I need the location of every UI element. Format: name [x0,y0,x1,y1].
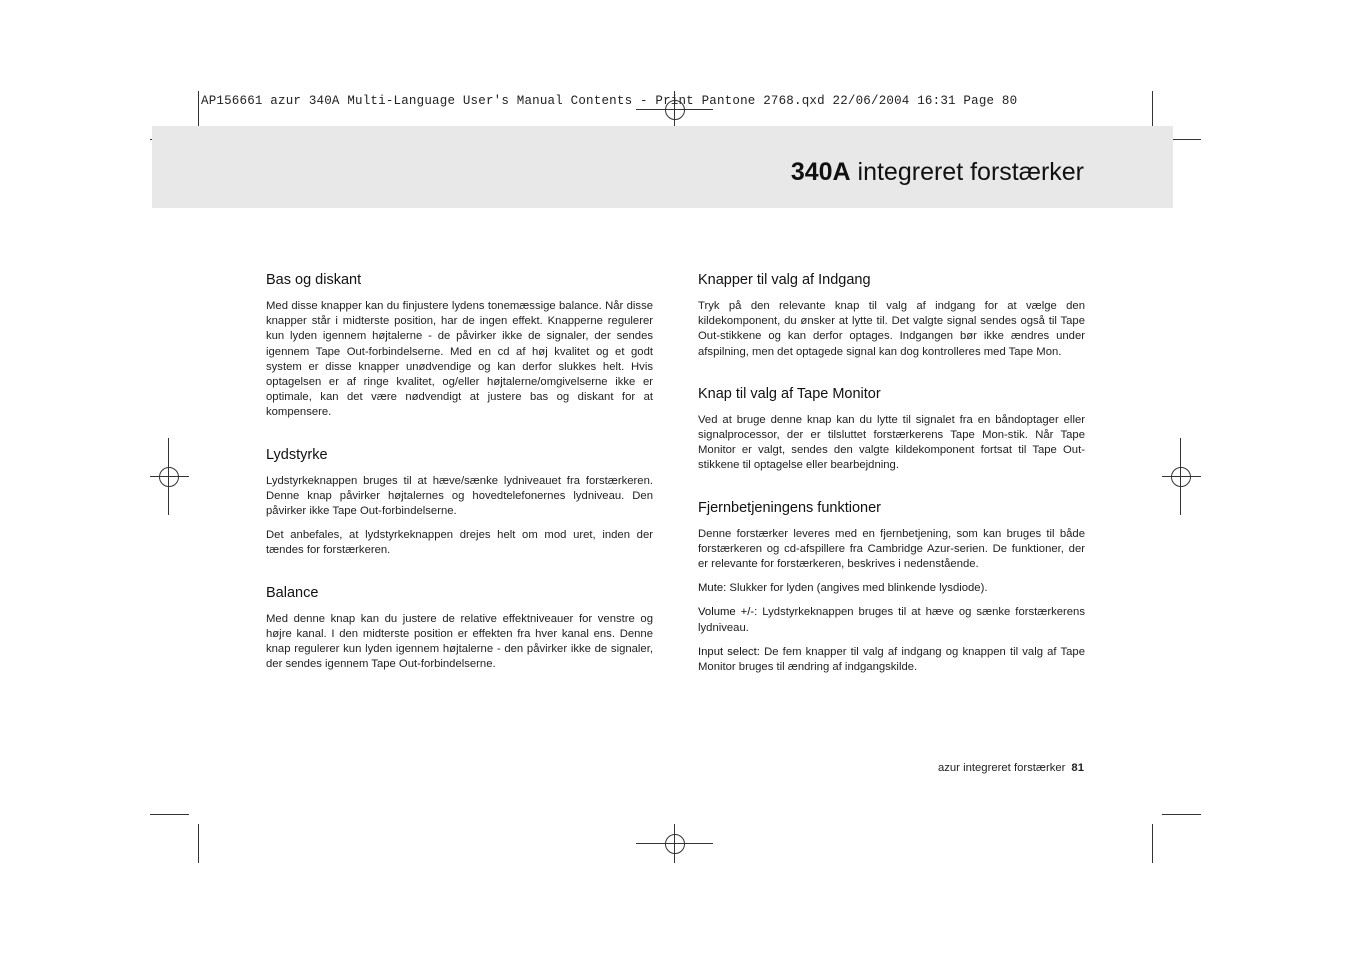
print-slug: AP156661 azur 340A Multi-Language User's Manual Contents - Print Pantone 2768.qxd 22/06/2004 16:31 Page 80 [201,94,1018,108]
paragraph: Lydstyrkeknappen bruges til at hæve/sænke lydniveauet fra forstærkeren. Denne knap påvirker højtalernes og hovedtelefonernes lydniveau. Den påvirker ikke Tape Out-forbindelserne. [266,474,653,518]
paragraph: Denne forstærker leveres med en fjernbetjening, som kan bruges til både forstærkeren og cd-afspillere fra Cambridge Azur-serien. De funktioner, der er relevante for forstærkeren, beskrives i nedenstående. [698,527,1085,571]
mute-item [698,581,1085,596]
page-title [791,158,1084,187]
right-column [698,272,1085,701]
volume-text: Lydstyrkeknappen bruges til at hæve og sænke forstærkerens lydniveau. [698,606,1085,634]
mute-term: Mute: [698,582,727,595]
paragraph: Ved at bruge denne knap kan du lytte til signalet fra en båndoptager eller signalprocessor, der er tilsluttet forstærkerens Tape Mon-stik. Når Tape Monitor er valgt, sendes den valgte kildekomponent fortsat til Tape Out-stikkene til optagelse eller bearbejdning. [698,413,1085,472]
section-lydstyrke [266,447,653,559]
paragraph: Tryk på den relevante knap til valg af indgang for at vælge den kildekomponent, du ønsker at lytte til. Det valgte signal sendes også til Tape Out-stikkene og kan derfor optages. Indgangen bør ikke ændres under afspilning, men det optagede signal kan dog kontrolleres med Tape Mon. [698,300,1085,358]
crop-mark [1152,824,1153,863]
mute-text: Slukker for lyden (angives med blinkende lysdiode). [726,582,988,595]
footer-text: azur integreret forstærker [937,762,1066,774]
section-bas-og-diskant [266,272,653,421]
title-text: integreret forstærker [857,158,1084,186]
section-heading: Bas og diskant [266,272,362,288]
paragraph: Det anbefales, at lydstyrkeknappen drejes helt om mod uret, inden der tændes for forstærkeren. [266,529,653,557]
page-number: 81 [1071,762,1084,774]
paragraph: Med disse knapper kan du finjustere lydens tonemæssige balance. Når disse knapper står i midterste position, har de ingen effekt. Knapperne regulerer kun lyden igennem højtalerne - de påvirker ikke de signaler, der sendes igennem Tape Out-forbindelserne. Med en cd af høj kvalitet og et godt system er disse knapper unødvendige og kan derfor slukkes helt. Hvis optagelsen er af ringe kvalitet, og/eller højtalerne/omgivelserne ikke er optimale, kan det være nødvendigt at justere bas og diskant for at kompensere. [266,300,653,419]
input-select-term: Input select: [698,645,760,658]
paragraph: Med denne knap kan du justere de relative effektniveauer for venstre og højre kanal. I den midterste position er effekten fra hver kanal ens. Denne knap regulerer kun lyden igennem højtalerne - den påvirker ikke de signaler, der sendes igennem Tape Out-forbindelserne. [266,612,653,671]
input-select-item [698,645,1085,675]
crop-mark [198,824,199,863]
section-indgang [698,272,1085,360]
section-heading: Knap til valg af Tape Monitor [698,385,881,402]
page-footer [938,762,1084,774]
volume-term: Volume +/-: [698,606,758,619]
crop-mark [150,814,189,815]
registration-mark-circle [1171,467,1191,487]
crop-mark [1152,91,1153,130]
registration-mark-circle [159,467,179,487]
model-number: 340A [790,158,851,186]
crop-mark [1162,814,1201,815]
left-column [266,272,653,698]
volume-item [698,605,1085,635]
section-heading: Knapper til valg af Indgang [698,272,871,288]
section-heading: Lydstyrke [266,446,328,463]
header-banner [152,126,1173,208]
crop-mark [198,91,199,130]
section-balance [266,585,653,673]
registration-mark-circle [665,834,685,854]
section-heading: Balance [266,584,319,601]
input-select-text: De fem knapper til valg af indgang og knappen til valg af Tape Monitor bruges til ændring af indgangskilde. [698,645,1085,674]
section-fjernbetjening [698,500,1085,676]
section-heading: Fjernbetjeningens funktioner [698,499,881,516]
section-tape-monitor [698,386,1085,474]
